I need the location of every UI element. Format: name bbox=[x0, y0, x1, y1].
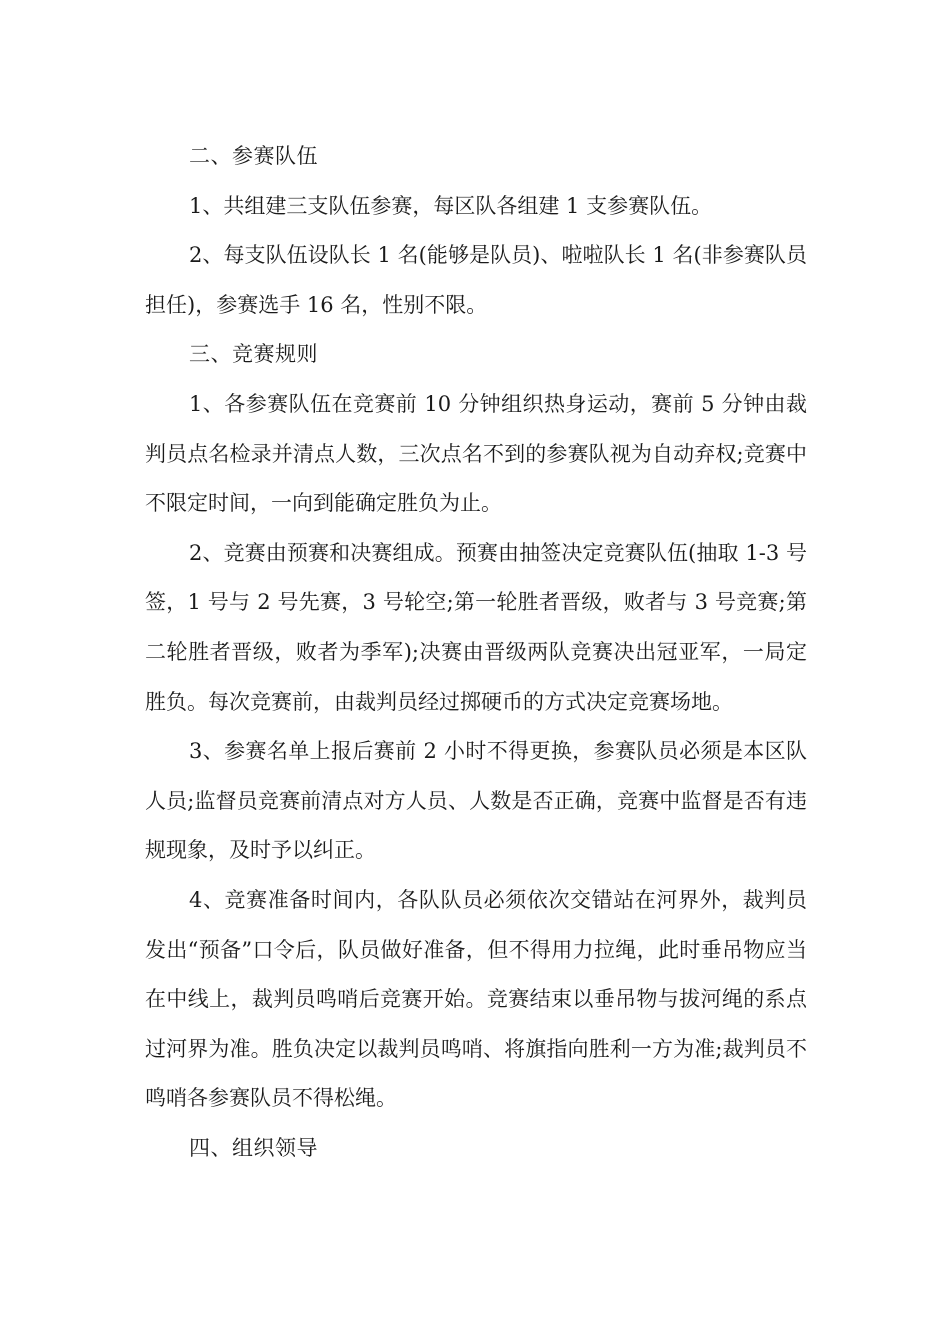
paragraph-rule-roster: 3、参赛名单上报后赛前 2 小时不得更换，参赛队员必须是本区队人员;监督员竞赛前清点对方人员、人数是否正确，竞赛中监督是否有违规现象，及时予以纠正。 bbox=[145, 739, 807, 863]
section-heading-participating-teams: 二、参赛队伍 bbox=[189, 144, 318, 168]
paragraph-rule-preliminaries: 2、竞赛由预赛和决赛组成。预赛由抽签决定竞赛队伍(抽取 1-3 号签，1 号与 2 号先赛，3 号轮空;第一轮胜者晋级，败者与 3 号竞赛;第二轮胜者晋级，败者为季军);决赛由晋级两队竞赛决出冠亚军，一局定胜负。每次竞赛前，由裁判员经过掷硬币的方式决定竞赛场地。 bbox=[145, 540, 807, 714]
paragraph-team-roles: 2、每支队伍设队长 1 名(能够是队员)、啦啦队长 1 名(非参赛队员担任)，参赛选手 16 名，性别不限。 bbox=[145, 243, 807, 317]
document-body bbox=[145, 132, 807, 1173]
paragraph-rule-procedure: 4、竞赛准备时间内，各队队员必须依次交错站在河界外，裁判员发出“预备”口令后，队员做好准备，但不得用力拉绳，此时垂吊物应当在中线上，裁判员鸣哨后竞赛开始。竞赛结束以垂吊物与拔河绳的系点过河界为准。胜负决定以裁判员鸣哨、将旗指向胜利一方为准;裁判员不鸣哨各参赛队员不得松绳。 bbox=[145, 887, 807, 1111]
section-heading-competition-rules: 三、竞赛规则 bbox=[189, 342, 318, 367]
paragraph-team-formation: 1、共组建三支队伍参赛，每区队各组建 1 支参赛队伍。 bbox=[189, 193, 713, 218]
section-heading-organization: 四、组织领导 bbox=[189, 1135, 318, 1160]
paragraph-rule-warmup: 1、各参赛队伍在竞赛前 10 分钟组织热身运动，赛前 5 分钟由裁判员点名检录并清点人数，三次点名不到的参赛队视为自动弃权;竞赛中不限定时间，一向到能确定胜负为止。 bbox=[145, 391, 807, 516]
